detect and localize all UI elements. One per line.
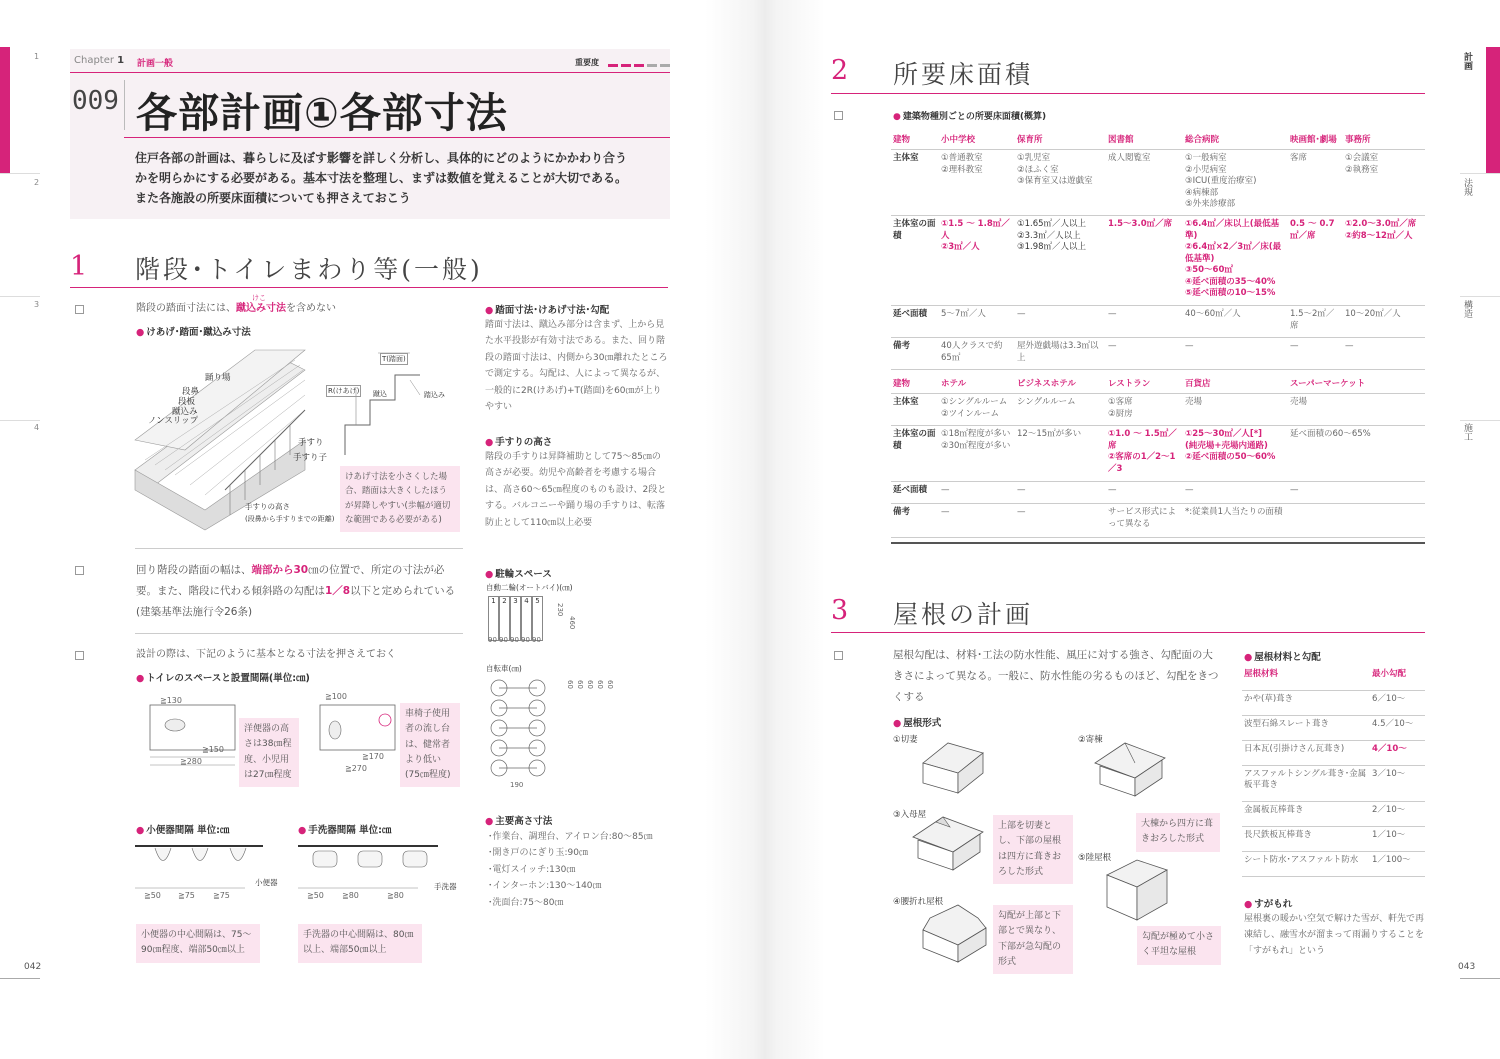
area-table-heading: ● 建築物種別ごとの所要床面積(概算) bbox=[893, 109, 1046, 122]
table-cell: 建物 bbox=[891, 376, 939, 394]
table-cell: 2／10〜 bbox=[1370, 801, 1425, 826]
roof-kirizuma-icon bbox=[918, 738, 988, 798]
tread-heading: ● 踏面寸法･けあげ寸法･勾配 bbox=[485, 302, 609, 316]
table-cell: レストラン bbox=[1106, 376, 1183, 394]
bicycle-diagram bbox=[487, 678, 557, 778]
handrail-text: 階段の手すりは昇降補助として75〜85㎝の高さが必要。幼児や高齢者を考慮する場合は、高さ60〜65㎝程度のものも設け、2段とする。バルコニーや踊り場の手すりは、転落防止として110㎝以上必要 bbox=[485, 452, 667, 528]
table-row bbox=[1242, 765, 1425, 801]
table-row bbox=[1242, 690, 1425, 715]
table-cell: 主体室 bbox=[891, 394, 939, 426]
table-cell: — bbox=[1015, 482, 1106, 504]
basin-heading: ● 手洗器間隔 単位:㎝ bbox=[298, 822, 391, 836]
table-cell: 40人クラスで約65㎡ bbox=[939, 338, 1015, 370]
table-cell: 売場 bbox=[1183, 394, 1288, 426]
table-cell: ①18㎡程度が多い ②30㎡程度が多い bbox=[939, 426, 1015, 482]
roof-note-yosemune: 大棟から四方に葺きおろした形式 bbox=[1136, 813, 1220, 852]
table-cell: 12〜15㎡が多い bbox=[1015, 426, 1106, 482]
table-cell: 日本瓦(引掛けさん瓦葺き) bbox=[1242, 740, 1370, 765]
checkbox-1[interactable] bbox=[75, 305, 84, 314]
sugamore-text: 屋根裏の暖かい空気で解けた雪が、軒先で再凍結し、融雪水が溜まって雨漏りすることを「すがもれ」という bbox=[1244, 914, 1425, 956]
bike-slot: 3 bbox=[510, 596, 521, 641]
stair-label-nosing: 段鼻 bbox=[182, 387, 200, 397]
table-cell: ①2.0〜3.0㎡／席 ②約8〜12㎡／人 bbox=[1343, 216, 1425, 306]
side-tab-construction[interactable]: 施工 bbox=[1462, 423, 1472, 441]
stair-label-baluster: 手すり子 bbox=[293, 453, 328, 463]
table-cell: — bbox=[1015, 504, 1106, 538]
table-cell: *:従業員1人当たりの面積 bbox=[1183, 504, 1288, 538]
table-cell: ビジネスホテル bbox=[1015, 376, 1106, 394]
table-cell: 小中学校 bbox=[939, 132, 1015, 150]
area-table-1 bbox=[891, 132, 1425, 370]
table-cell: 備考 bbox=[891, 504, 939, 538]
table-cell: アスファルトシングル葺き･金属板平葺き bbox=[1242, 765, 1370, 801]
bicycle-label: 自転車(㎝) bbox=[486, 664, 522, 673]
table-cell: かや(草)葺き bbox=[1242, 690, 1370, 715]
toilet-dim-1: ≧130 bbox=[160, 696, 182, 705]
roof-label-rikuyane: ⑤陸屋根 bbox=[1078, 853, 1112, 863]
table-cell: ①1.5 〜 1.8㎡／人 ②3㎡／人 bbox=[939, 216, 1015, 306]
table-cell: 40〜60㎡／人 bbox=[1183, 306, 1288, 338]
side-number-4: 4 bbox=[34, 423, 40, 432]
table-row bbox=[891, 216, 1425, 306]
stair-detail-diagram bbox=[340, 350, 460, 460]
side-tab-planning[interactable]: 計画 bbox=[1462, 52, 1472, 70]
table-cell: スーパーマーケット bbox=[1288, 376, 1425, 394]
table-cell: 成人閲覧室 bbox=[1106, 150, 1183, 216]
urinal-note: 小便器の中心間隔は、75〜90㎝程度、端部50㎝以上 bbox=[136, 924, 260, 963]
roof-label-irimoya: ③入母屋 bbox=[893, 810, 927, 820]
table-cell: 10〜20㎡／人 bbox=[1343, 306, 1425, 338]
table-cell: 0.5 〜 0.7㎡／席 bbox=[1288, 216, 1343, 306]
bike-slot: 1 bbox=[488, 596, 499, 641]
roof-rikuyane-icon bbox=[1102, 855, 1172, 925]
stair-note: けあげ寸法を小さくした場合、踏面は大きくしたほうが昇降しやすい(歩幅が適切な範囲である必要がある) bbox=[340, 466, 460, 532]
table-cell: 1／100〜 bbox=[1370, 851, 1425, 876]
urinal-label: 小便器 bbox=[255, 878, 278, 887]
table-cell: 備考 bbox=[891, 338, 939, 370]
table-row bbox=[891, 504, 1425, 538]
basin-dim-2: ≧80 bbox=[342, 891, 359, 900]
importance-label: 重要度 bbox=[575, 58, 599, 67]
table-cell: 百貨店 bbox=[1183, 376, 1288, 394]
detail-label-kekomi: 蹴込 bbox=[373, 390, 387, 398]
table-cell: 波型石綿スレート葺き bbox=[1242, 715, 1370, 740]
detail-label-riser: R(けあげ) bbox=[326, 385, 361, 397]
page-number-left: 042 bbox=[24, 962, 42, 972]
table-cell bbox=[1288, 504, 1425, 538]
checkbox-4[interactable] bbox=[834, 111, 843, 120]
table-cell: 延べ面積 bbox=[891, 306, 939, 338]
side-tab-structure[interactable]: 構造 bbox=[1462, 300, 1472, 318]
table-cell: ①6.4㎡／床以上(最低基準) ②6.4㎡×2／3㎡／床(最低基準) ③50〜60㎡ ④延べ面積の35〜40% ⑤延べ面積の10〜15% bbox=[1183, 216, 1288, 306]
table-row bbox=[1242, 715, 1425, 740]
table-cell: — bbox=[939, 482, 1015, 504]
importance-meter bbox=[608, 60, 670, 70]
table-cell: — bbox=[939, 504, 1015, 538]
chapter-label: Chapter 1 bbox=[74, 55, 125, 66]
section-1-number: 1 bbox=[70, 251, 88, 282]
roof-text: 屋根勾配は、材料･工法の防水性能、風圧に対する強さ、勾配面の大きさによって異なる。一般に、防水性能の劣るものほど、勾配をきつくする bbox=[893, 649, 1219, 703]
table-cell: ①シングルルーム ②ツインルーム bbox=[939, 394, 1015, 426]
table-cell: 金属板瓦棒葺き bbox=[1242, 801, 1370, 826]
lead-text: 住戸各部の計画は、暮らしに及ぼす影響を詳しく分析し、具体的にどのようにかかわり合う かを明らかにする必要がある。基本寸法を整理し、まずは数値を覚えることが大切である。 また各施設の所要床面積についても押さえておこう bbox=[135, 151, 628, 205]
table-cell: — bbox=[1106, 306, 1183, 338]
table-cell: 4／10〜 bbox=[1370, 740, 1425, 765]
table-row bbox=[891, 150, 1425, 216]
item3-text: 設計の際は、下記のように基本となる寸法を押さえておく bbox=[136, 649, 396, 660]
page-title: 各部計画①各部寸法 bbox=[136, 89, 508, 137]
fig-toilet-heading: ● トイレのスペースと設置間隔(単位:㎝) bbox=[136, 670, 310, 684]
stair-label-rail-height-note: (段鼻から手すりまでの距離) bbox=[245, 515, 335, 523]
table-cell: 事務所 bbox=[1343, 132, 1425, 150]
table-header-row bbox=[891, 132, 1425, 150]
bike-dim-460: 460 bbox=[568, 616, 576, 630]
table-cell: ①普通教室 ②理科教室 bbox=[939, 150, 1015, 216]
table-cell: 屋外遊戯場は3.3㎡以上 bbox=[1015, 338, 1106, 370]
urinal-heading: ● 小便器間隔 単位:㎝ bbox=[136, 822, 229, 836]
heights-list bbox=[488, 829, 653, 911]
table-cell: シングルルーム bbox=[1015, 394, 1106, 426]
left-edge-tab bbox=[0, 47, 10, 173]
urinal-dim-3: ≧75 bbox=[213, 891, 230, 900]
roof-koshiore-icon bbox=[918, 900, 998, 965]
table-cell: 売場 bbox=[1288, 394, 1425, 426]
table-cell: 総合病院 bbox=[1183, 132, 1288, 150]
roof-material-table bbox=[1242, 666, 1425, 877]
table-cell: 延べ面積 bbox=[891, 482, 939, 504]
table-cell: 建物 bbox=[891, 132, 939, 150]
table-cell: ①25〜30㎡／人[*] (純売場+売場内通路) ②延べ面積の50〜60% bbox=[1183, 426, 1288, 482]
toilet-dim-2: ≧150 bbox=[202, 745, 224, 754]
table-cell: — bbox=[1106, 338, 1183, 370]
table-row bbox=[891, 338, 1425, 370]
ruby-kekomi: けこ bbox=[252, 294, 266, 302]
stair-illustration bbox=[135, 340, 335, 530]
side-tab-active[interactable] bbox=[1486, 47, 1500, 173]
stair-label-rail-height: 手すりの高さ bbox=[245, 502, 290, 511]
bicycle-height-dims: 60 60 60 60 60 bbox=[566, 680, 614, 689]
table-cell: 主体室の面積 bbox=[891, 216, 939, 306]
roof-label-koshiore: ④腰折れ屋根 bbox=[893, 897, 944, 907]
checkbox-3[interactable] bbox=[75, 651, 84, 660]
page-number-right: 043 bbox=[1458, 962, 1476, 972]
table-cell: 主体室の面積 bbox=[891, 426, 939, 482]
table-cell: ①一般病室 ②小児病室 ③ICU(重度治療室) ④病棟部 ⑤外来診療部 bbox=[1183, 150, 1288, 216]
height-item: ･インターホン:130〜140㎝ bbox=[488, 881, 602, 892]
tread-text: 踏面寸法は、蹴込み部分は含まず、上から見た水平投影が有効寸法である。また、回り階段の踏面寸法は、内側から30㎝離れたところで測定する。勾配は、人によって異なるが、一般的に2R(けあげ)+T(踏面)を60㎝が上りやすい bbox=[485, 320, 668, 413]
table-cell: — bbox=[1288, 482, 1425, 504]
height-item: ･作業台、調理台、アイロン台:80〜85㎝ bbox=[488, 832, 653, 842]
table-cell: — bbox=[1288, 338, 1343, 370]
toilet-dim-4: ≧100 bbox=[325, 692, 347, 701]
table-cell: シート防水･アスファルト防水 bbox=[1242, 851, 1370, 876]
bike-width-dims: 90 90 90 90 90 bbox=[488, 636, 541, 644]
table-row bbox=[891, 482, 1425, 504]
table-cell: 長尺鉄板瓦棒葺き bbox=[1242, 826, 1370, 851]
table-row bbox=[1242, 801, 1425, 826]
bike-grid bbox=[488, 596, 543, 641]
table-cell: 1.5〜2㎡／席 bbox=[1288, 306, 1343, 338]
stair-label-riser: 蹴込み bbox=[172, 407, 198, 417]
table-cell: 延べ面積の60〜65% bbox=[1288, 426, 1425, 482]
table-cell: — bbox=[1015, 306, 1106, 338]
stair-label-landing: 踊り場 bbox=[205, 373, 231, 383]
urinal-dim-1: ≧50 bbox=[144, 891, 161, 900]
sugamore-heading: ● すがもれ bbox=[1244, 896, 1292, 910]
toilet-diagram-barrierfree bbox=[315, 695, 405, 775]
section-1-title: 階段･トイレまわり等(一般) bbox=[135, 255, 483, 284]
table-row bbox=[891, 426, 1425, 482]
bike-slot: 5 bbox=[532, 596, 543, 641]
checkbox-2[interactable] bbox=[75, 566, 84, 575]
chapter-name: 計画一般 bbox=[137, 59, 174, 69]
area-table-2 bbox=[891, 376, 1425, 538]
table-cell: — bbox=[1343, 338, 1425, 370]
table-cell: 3／10〜 bbox=[1370, 765, 1425, 801]
section-2-number: 2 bbox=[831, 55, 849, 86]
basin-dim-1: ≧50 bbox=[307, 891, 324, 900]
roof-material-heading: ● 屋根材料と勾配 bbox=[1244, 649, 1321, 663]
basin-dim-3: ≧80 bbox=[387, 891, 404, 900]
table-cell: 最小勾配 bbox=[1370, 666, 1425, 690]
toilet-note-2: 車椅子使用者の流し台は、健常者より低い(75㎝程度) bbox=[400, 703, 460, 787]
table-cell: サービス形式によって異なる bbox=[1106, 504, 1183, 538]
table-cell: ①1.0 〜 1.5㎡／席 ②客席の1／2〜1／3 bbox=[1106, 426, 1183, 482]
bicycle-dim-190: 190 bbox=[510, 781, 524, 789]
stair-label-tread: 段板 bbox=[178, 397, 196, 407]
bike-label: 自動二輪(オートバイ)(㎝) bbox=[486, 583, 573, 592]
roof-note-rikuyane: 勾配が極めて小さく平坦な屋根 bbox=[1137, 926, 1221, 965]
table-cell: 1.5〜3.0㎡／席 bbox=[1106, 216, 1183, 306]
roof-type-heading: ● 屋根形式 bbox=[893, 715, 941, 729]
toilet-note-1: 洋便器の高さは38㎝程度、小児用は27㎝程度 bbox=[239, 718, 299, 787]
bike-dim-230: 230 bbox=[556, 603, 564, 617]
table-cell: 屋根材料 bbox=[1242, 666, 1370, 690]
table-cell: ①客席 ②厨房 bbox=[1106, 394, 1183, 426]
table-row bbox=[891, 394, 1425, 426]
table-cell: ①会議室 ②執務室 bbox=[1343, 150, 1425, 216]
table-cell: 1／10〜 bbox=[1370, 826, 1425, 851]
height-item: ･洗面台:75〜80㎝ bbox=[488, 897, 564, 908]
side-number-2: 2 bbox=[34, 178, 40, 187]
gutter bbox=[705, 0, 825, 1059]
fig-stair-heading: ● けあげ･踏面･蹴込み寸法 bbox=[136, 324, 251, 338]
toilet-dim-5: ≧170 bbox=[362, 752, 384, 761]
roof-label-kirizuma: ①切妻 bbox=[893, 735, 918, 745]
basin-label: 手洗器 bbox=[434, 882, 457, 891]
detail-label-tread: T(踏面) bbox=[380, 353, 408, 365]
table-row bbox=[1242, 851, 1425, 876]
parking-heading: ● 駐輪スペース bbox=[485, 566, 552, 580]
roof-yosemune-icon bbox=[1090, 738, 1170, 798]
bike-slot: 2 bbox=[499, 596, 510, 641]
table-header-row bbox=[1242, 666, 1425, 690]
heights-heading: ● 主要高さ寸法 bbox=[485, 813, 552, 827]
table-cell: 保育所 bbox=[1015, 132, 1106, 150]
checkbox-5[interactable] bbox=[834, 651, 843, 660]
stair-label-nonslip: ノンスリップ bbox=[148, 416, 199, 426]
basin-note: 手洗器の中心間隔は、80㎝以上、端部50㎝以上 bbox=[298, 924, 422, 963]
item-number: 009 bbox=[72, 86, 119, 116]
stair-label-handrail: 手すり bbox=[298, 438, 324, 448]
toilet-dim-3: ≧280 bbox=[180, 757, 202, 766]
item2-text: 回り階段の踏面の幅は、端部から30㎝の位置で、所定の寸法が必要。また、階段に代わる傾斜路の勾配は1／8以下と定められている(建築基準法施行令26条) bbox=[136, 564, 456, 618]
section-3-number: 3 bbox=[831, 595, 849, 626]
table-cell: ①1.65㎡／人以上 ②3.3㎡／人以上 ③1.98㎡／人以上 bbox=[1015, 216, 1106, 306]
roof-note-koshiore: 勾配が上部と下部とで異なり、下部が急勾配の形式 bbox=[993, 905, 1073, 974]
detail-label-fumikomi: 踏込み bbox=[424, 391, 445, 399]
table-row bbox=[891, 306, 1425, 338]
handrail-heading: ● 手すりの高さ bbox=[485, 434, 552, 448]
table-cell: 主体室 bbox=[891, 150, 939, 216]
table-row bbox=[1242, 740, 1425, 765]
side-number-1: 1 bbox=[34, 52, 40, 61]
table-cell: 4.5／10〜 bbox=[1370, 715, 1425, 740]
table-cell: 客席 bbox=[1288, 150, 1343, 216]
table-row bbox=[1242, 826, 1425, 851]
side-number-3: 3 bbox=[34, 300, 40, 309]
table-cell: 6／10〜 bbox=[1370, 690, 1425, 715]
height-item: ･電灯スイッチ:130㎝ bbox=[488, 864, 576, 875]
height-item: ･開き戸のにぎり玉:90㎝ bbox=[488, 848, 588, 859]
section-2-title: 所要床面積 bbox=[893, 60, 1034, 89]
bike-slot: 4 bbox=[521, 596, 532, 641]
side-tab-law[interactable]: 法規 bbox=[1462, 178, 1472, 196]
table-cell: ホテル bbox=[939, 376, 1015, 394]
toilet-dim-6: ≧270 bbox=[345, 764, 367, 773]
roof-note-irimoya: 上部を切妻とし、下部の屋根は四方に葺きおろした形式 bbox=[993, 815, 1073, 884]
roof-label-yosemune: ②寄棟 bbox=[1078, 735, 1103, 745]
table-header-row bbox=[891, 376, 1425, 394]
table-cell: — bbox=[1106, 482, 1183, 504]
table-cell: — bbox=[1183, 482, 1288, 504]
table-cell: 5〜7㎡／人 bbox=[939, 306, 1015, 338]
section-3-title: 屋根の計画 bbox=[893, 600, 1034, 629]
table-cell: — bbox=[1183, 338, 1288, 370]
urinal-dim-2: ≧75 bbox=[178, 891, 195, 900]
roof-irimoya-icon bbox=[908, 812, 988, 872]
table-cell: ①乳児室 ②ほふく室 ③保育室又は遊戯室 bbox=[1015, 150, 1106, 216]
table-cell: 図書館 bbox=[1106, 132, 1183, 150]
table-cell: 映画館･劇場 bbox=[1288, 132, 1343, 150]
item1-text: 階段の踏面寸法には、蹴込み寸法を含めない bbox=[136, 303, 336, 314]
